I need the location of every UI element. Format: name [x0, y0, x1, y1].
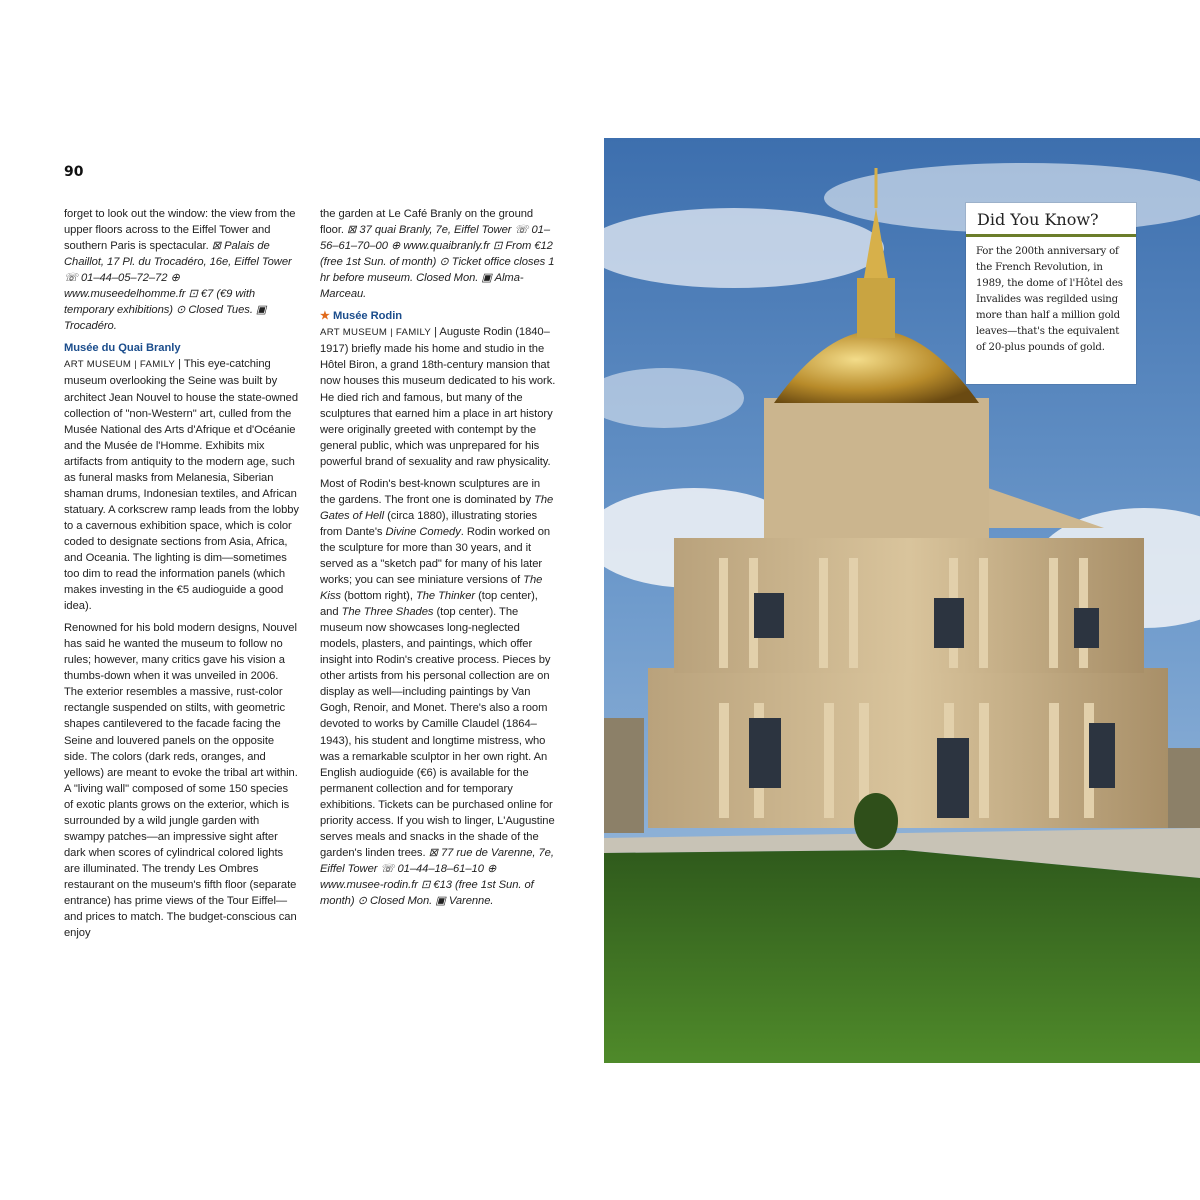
paragraph-text: | Auguste Rodin (1840–1917) briefly made his home and studio in the Hôtel Biron, a grand 18th-century mansion that now houses this museum dedicated to his work. He died rich and famous, but many of the sculptures that earned him a place in art history were originally greeted with contempt by the general public, which was unprepared for his powerful brand of sexuality and raw physicality.: [320, 326, 556, 468]
paragraph-text: | This eye-catching museum overlooking the Seine was built by architect Jean Nouvel to house the state-owned collection of "non-Western" art, culled from the Musée National des Arts d'Afrique et d'Océanie and the Musée de l'Homme. Exhibits mix artifacts from antiquity to the modern age, such as funeral masks from Melanesia, Siberian shaman drums, Indonesian textiles, and African statuary. A corkscrew ramp leads from the lobby to a cavernous exhibition space, which is color coded to designate sections from Asia, Africa, and Oceania. The lighting is dim—sometimes too dim to read the information panels (which makes investing in the €5 audioguide a good idea).: [64, 358, 299, 613]
paragraph: [64, 206, 300, 334]
text-run: (top center), and: [320, 590, 538, 619]
category-label: ART MUSEUM | FAMILY: [320, 327, 432, 339]
paragraph: [320, 476, 556, 909]
paragraph-text: Renowned for his bold modern designs, Nouvel has said he wanted the museum to follow no rules; however, many critics gave his vision a thumbs-down when it was unveiled in 2006. The exterior resembles a massive, rust-color rectangle suspended on stilts, with geometric shapes cantilevered to the facade facing the Seine and louvered panels on the opposite side. The colors (dark reds, oranges, and yellows) are meant to evoke the tribal art within. A "living wall" composed of some 150 species of exotic plants grows on the exterior, which is surrounded by a wild jungle garden with swampy patches—an impressive sight after dark when scores of cylindrical colored lights are illuminated. The trendy Les Ombres restaurant on the museum's fifth floor (separate entrance) has prime views of the Tour Eiffel—and prices to match. The budget-conscious can enjoy: [64, 622, 298, 940]
paragraph: [64, 620, 300, 941]
text-run: Most of Rodin's best-known sculptures are in the gardens. The front one is dominated by: [320, 477, 541, 506]
artwork-title: Divine Comedy: [385, 525, 461, 538]
text-column-2: [320, 206, 556, 915]
category-label: ART MUSEUM | FAMILY: [64, 359, 176, 371]
practical-info: ⊠ Palais de Chaillot, 17 Pl. du Trocadéro, 16e, Eiffel Tower ☏ 01–44–05–72–72 ⊕ www.museedelhomme.fr ⊡ €7 (€9 with temporary exhibitions) ⊙ Closed Tues. ▣ Trocadéro.: [64, 240, 292, 333]
heading-text: Musée Rodin: [332, 310, 403, 323]
paragraph-text: the garden at Le Café Branly on the ground floor.: [320, 208, 534, 237]
section-heading-quai-branly: Musée du Quai Branly: [64, 342, 181, 355]
artwork-title: The Three Shades: [341, 606, 434, 619]
artwork-title: The Thinker: [415, 590, 476, 603]
paragraph-text: forget to look out the window: the view from the upper floors across to the Eiffel Tower and southern Paris is spectacular.: [64, 208, 296, 253]
artwork-title: The Gates of Hell: [320, 493, 554, 522]
text-run: (bottom right),: [340, 590, 416, 603]
practical-info: ⊠ 37 quai Branly, 7e, Eiffel Tower ☏ 01–56–61–70–00 ⊕ www.quaibranly.fr ⊡ From €12 (free 1st Sun. of month) ⊙ Ticket office closes 1 hr before museum. Closed Mon. ▣ Alma-Marceau.: [320, 224, 555, 301]
artwork-title: The Kiss: [320, 574, 543, 603]
paragraph: [320, 206, 556, 302]
text-run: . Rodin worked on the sculpture for more than 30 years, and it served as a "sketch pad" for many of his later works; you can see miniature versions of: [320, 525, 551, 587]
did-you-know-box: [966, 203, 1136, 384]
text-run: (circa 1880), illustrating stories from Dante's: [320, 509, 538, 538]
text-run: (top center). The museum now showcases long-neglected models, plasters, and paintings, which offer insight into Rodin's creative process. Pieces by other artists from his personal collection are on display as well—including paintings by Van Gogh, Renoir, and Monet. There's also a room devoted to works by Camille Claudel (1864–1943), his student and longtime mistress, who was a remarkable sculptor in her own right. An English audioguide (€6) is available for the permanent collection and for temporary exhibitions. Tickets can be purchased online for priority access. If you wish to linger, L'Augustine serves meals and snacks in the shade of the garden's linden trees.: [320, 606, 555, 859]
text-column-1: [64, 206, 300, 947]
did-you-know-text: For the 200th anniversary of the French Revolution, in 1989, the dome of l'Hôtel des Invalides was regilded using more than half a million gold leaves—that's the equivalent of 20-plus pounds of gold.: [976, 246, 1123, 353]
paragraph: [64, 356, 300, 614]
star-icon: ★: [320, 310, 330, 323]
did-you-know-title: Did You Know?: [966, 203, 1136, 237]
paragraph: [320, 324, 556, 469]
page-number: 90: [64, 164, 84, 180]
section-heading-musee-rodin: [320, 308, 556, 324]
practical-info: ⊠ 77 rue de Varenne, 7e, Eiffel Tower ☏ 01–44–18–61–10 ⊕ www.musee-rodin.fr ⊡ €13 (free 1st Sun. of month) ⊙ Closed Mon. ▣ Varenne.: [320, 846, 554, 907]
